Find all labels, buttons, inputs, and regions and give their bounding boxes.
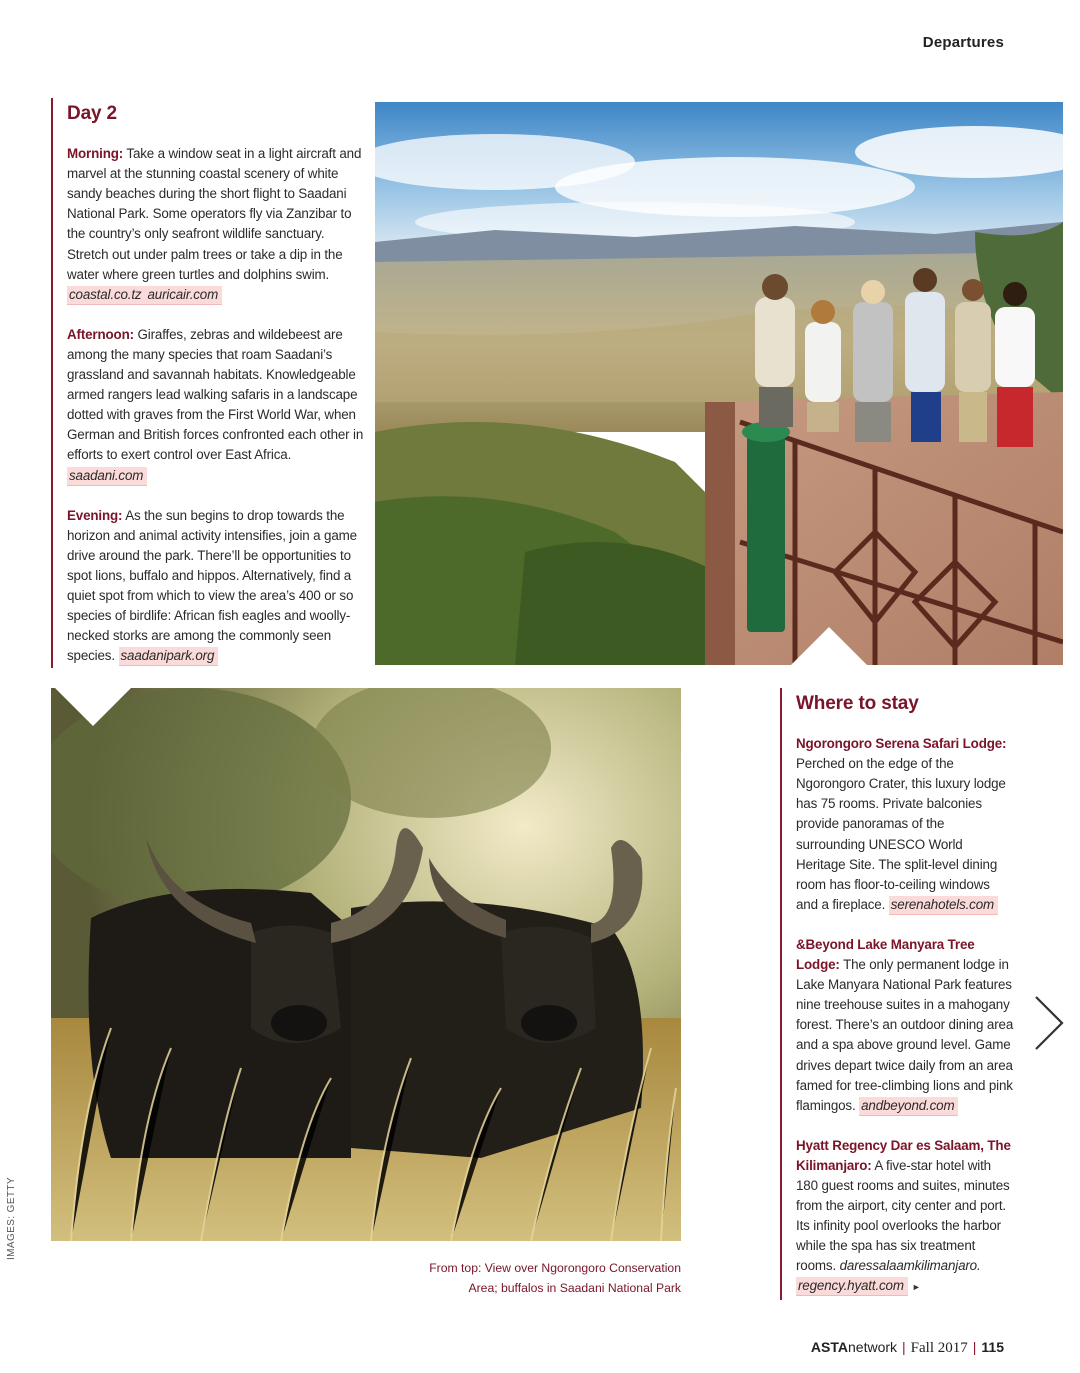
footer-separator-2: | — [972, 1339, 977, 1355]
crater-landscape-illustration — [375, 102, 1063, 665]
crater-viewpoint-photo — [375, 102, 1063, 665]
hotel-andbeyond-text: The only permanent lodge in Lake Manyara National Park features nine treehouse suites in a mahogany forest. There’s an outdoor dining area and a spa above ground level. Game drives depart twice daily from an area famed for tree-climbing lions and pink flamingos. — [796, 957, 1014, 1113]
auricair-link[interactable]: auricair.com — [145, 286, 222, 304]
hyatt-link-prefix: daressalaamkilimanjaro. — [839, 1258, 981, 1274]
afternoon-text: Giraffes, zebras and wildebeest are among the many species that roam Saadani’s grassland and savannah habitats. Knowledgeable armed rangers lead walking safaris in a landscape dotted with graves from the First World War, when German and British forces confronted each other in efforts to exert control over East Africa. — [67, 326, 364, 463]
morning-lead: Morning: — [67, 146, 124, 162]
hotel-serena-name: Ngorongoro Serena Safari Lodge: — [796, 736, 1007, 752]
where-to-stay-title: Where to stay — [796, 693, 919, 714]
hotel-hyatt-name: Hyatt Regency Dar es Salaam, The Kilimanjaro: — [796, 1137, 1011, 1173]
afternoon-lead: Afternoon: — [67, 326, 134, 342]
photo-notch-top — [791, 627, 867, 665]
saadani-link[interactable]: saadani.com — [67, 467, 147, 485]
next-page-chevron-icon[interactable] — [1032, 994, 1066, 1052]
hotel-andbeyond — [796, 935, 1014, 1116]
serenahotels-link[interactable]: serenahotels.com — [889, 896, 998, 914]
saadanipark-link[interactable]: saadanipark.org — [119, 647, 219, 665]
morning-text: Take a window seat in a light aircraft and marvel at the stunning coastal scenery of white sandy beaches during the short flight to Saadani National Park. Some operators fly via Zanzibar to the country’s only seafront wildlife sanctuary. Stretch out under palm trees or take a dip in the water where green turtles and dolphins swim. — [67, 146, 362, 282]
hotel-andbeyond-name: &Beyond Lake Manyara Tree Lodge: — [796, 936, 975, 973]
page-number: 115 — [981, 1339, 1004, 1355]
continue-icon: ► — [911, 1282, 921, 1293]
where-to-stay-column — [780, 688, 1014, 1300]
day2-title: Day 2 — [67, 103, 117, 124]
coastal-link[interactable]: coastal.co.tz — [67, 286, 145, 304]
evening-paragraph — [67, 506, 367, 667]
image-credit: IMAGES: GETTY — [6, 1177, 17, 1260]
hotel-serena-text: Perched on the edge of the Ngorongoro Crater, this luxury lodge has 75 rooms. Private balconies provide panoramas of the surrounding UNESCO World Heritage Site. The split-level dining room has floor-to-ceiling windows and a fireplace. — [796, 756, 1006, 912]
footer-brand-bold: ASTA — [810, 1339, 848, 1355]
evening-lead: Evening: — [67, 507, 123, 523]
footer-season: Fall 2017 — [910, 1340, 968, 1356]
evening-text: As the sun begins to drop towards the horizon and animal activity intensifies, join a game drive around the park. There’ll be opportunities to spot lions, buffalo and hippos. Alternatively, find a quiet spot from which to view the area’s 400 or so species of birdlife: African fish eagles and woolly-necked storks are among the commonly seen species. — [67, 507, 357, 664]
buffalo-illustration — [51, 688, 681, 1241]
page-footer — [811, 1339, 1004, 1357]
section-label: Departures — [922, 34, 1004, 51]
hotel-hyatt-text: A five-star hotel with 180 guest rooms and suites, minutes from the airport, city center and port. Its infinity pool overlooks the harbor while the spa has six treatment rooms. — [796, 1157, 1010, 1274]
afternoon-paragraph — [67, 325, 367, 486]
footer-brand-rest: network — [848, 1339, 898, 1355]
andbeyond-link[interactable]: andbeyond.com — [859, 1097, 958, 1115]
hotel-serena — [796, 734, 1014, 915]
footer-separator: | — [902, 1339, 906, 1355]
hyatt-link[interactable]: regency.hyatt.com — [796, 1277, 908, 1295]
photo-notch-bottom — [55, 688, 131, 726]
photo-caption: From top: View over Ngorongoro Conservation Area; buffalos in Saadani National Park — [429, 1261, 681, 1295]
morning-paragraph — [67, 144, 367, 305]
day2-column — [51, 98, 367, 668]
hotel-hyatt — [796, 1136, 1014, 1298]
buffalo-photo — [51, 688, 681, 1241]
